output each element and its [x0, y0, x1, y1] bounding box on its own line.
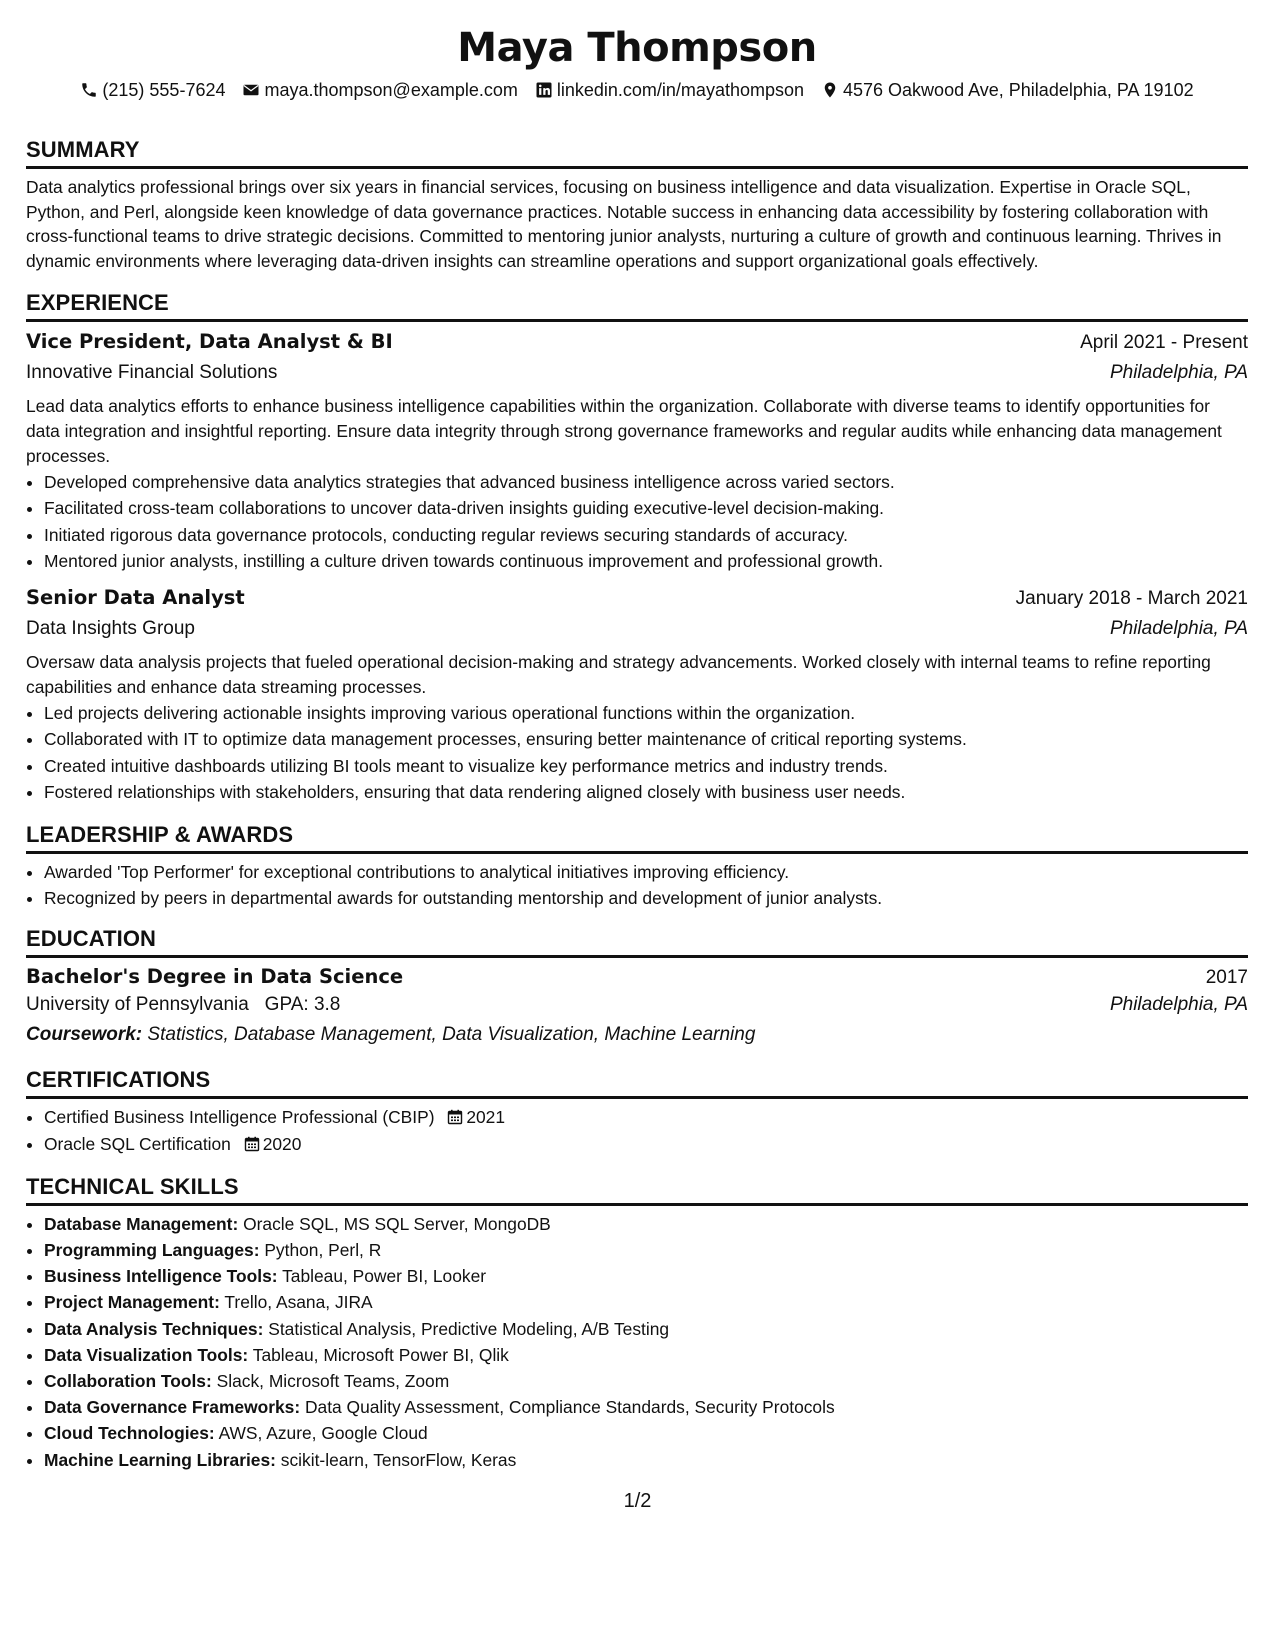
- list-item: [44, 1104, 1248, 1130]
- list-item: [44, 1447, 1248, 1473]
- experience-section: [26, 289, 1248, 805]
- list-item: [44, 1131, 1248, 1157]
- coursework-label: Coursework:: [26, 1024, 143, 1046]
- email-text: maya.thompson@example.com: [264, 80, 518, 100]
- list-item: [44, 1289, 1248, 1315]
- job-entry: [26, 583, 1248, 805]
- graduation-year: 2017: [1205, 967, 1248, 989]
- linkedin-icon: [535, 81, 553, 99]
- skill-value: AWS, Azure, Google Cloud: [218, 1423, 428, 1444]
- list-item: • Developed comprehensive data analytics strategies that advanced business intelligence across varied sectors.: [44, 469, 1248, 495]
- skill-label: Database Management:: [44, 1213, 239, 1234]
- skills-section: [26, 1173, 1248, 1473]
- list-item: [44, 1394, 1248, 1420]
- address-text: 4576 Oakwood Ave, Philadelphia, PA 19102: [843, 80, 1194, 100]
- job-dates: April 2021 - Present: [1080, 332, 1248, 354]
- job-company: Innovative Financial Solutions: [26, 362, 278, 384]
- calendar-icon: [447, 1109, 463, 1125]
- skill-label: Data Visualization Tools:: [44, 1344, 249, 1365]
- section-title: EXPERIENCE: [26, 289, 1248, 322]
- skill-value: Data Quality Assessment, Compliance Standards, Security Protocols: [304, 1397, 835, 1418]
- job-description: Lead data analytics efforts to enhance business intelligence capabilities within the organization. Collaborate with diverse teams to identify opportunities for data integration and insightful reporting. Ensure data integrity through strong governance frameworks and regular audits while enhancing data management processes.: [26, 396, 1222, 466]
- list-item: • Fostered relationships with stakeholders, ensuring that data rendering aligned closely with business user needs.: [44, 779, 1248, 805]
- school-location: Philadelphia, PA: [1109, 994, 1248, 1016]
- linkedin-text: linkedin.com/in/mayathompson: [556, 80, 804, 100]
- skill-value: Tableau, Microsoft Power BI, Qlik: [252, 1344, 509, 1365]
- job-bullets: [26, 469, 1248, 574]
- skill-value: Trello, Asana, JIRA: [224, 1292, 373, 1313]
- list-item: • Led projects delivering actionable insights improving various operational functions within the organization.: [44, 700, 1248, 726]
- certification-name: Certified Business Intelligence Professional (CBIP): [44, 1107, 435, 1128]
- job-bullets: [26, 700, 1248, 805]
- school-name: University of Pennsylvania: [26, 994, 249, 1016]
- summary-text: Data analytics professional brings over six years in financial services, focusing on business intelligence and data visualization. Expertise in Oracle SQL, Python, and Perl, alongside keen knowledge of data governance practices. Notable success in enhancing data accessibility by fostering collaboration with cross-functional teams to drive strategic decisions. Committed to mentoring junior analysts, nurturing a culture of growth and continuous learning. Thrives in dynamic environments where leveraging data-driven insights can streamline operations and support organizational goals effectively.: [26, 177, 1222, 271]
- list-item: • Collaborated with IT to optimize data management processes, ensuring better maintenance of critical reporting systems.: [44, 726, 1248, 752]
- skill-value: Oracle SQL, MS SQL Server, MongoDB: [243, 1213, 551, 1234]
- summary-section: [26, 136, 1248, 273]
- list-item: • Recognized by peers in departmental awards for outstanding mentorship and development of junior analysts.: [44, 885, 1248, 911]
- list-item: [44, 1316, 1248, 1342]
- job-description: Oversaw data analysis projects that fueled operational decision-making and strategy advancements. Worked closely with internal teams to refine reporting capabilities and enhance data streaming processes.: [26, 651, 1211, 697]
- list-item: • Facilitated cross-team collaborations to uncover data-driven insights guiding executive-level decision-making.: [44, 495, 1248, 521]
- skill-label: Data Governance Frameworks:: [44, 1397, 301, 1418]
- certification-year: 2020: [262, 1133, 302, 1154]
- skill-label: Data Analysis Techniques:: [44, 1318, 264, 1339]
- calendar-icon: [244, 1136, 260, 1152]
- job-location: Philadelphia, PA: [1109, 362, 1248, 384]
- job-entry: [26, 327, 1248, 574]
- degree-title: Bachelor's Degree in Data Science: [26, 965, 404, 989]
- contact-bar: [26, 78, 1248, 102]
- job-title: Vice President, Data Analyst & BI: [26, 330, 393, 354]
- page-number: 1/2: [623, 1490, 652, 1512]
- list-item: • Created intuitive dashboards utilizing BI tools meant to visualize key performance metrics and industry trends.: [44, 753, 1248, 779]
- skill-label: Machine Learning Libraries:: [44, 1449, 276, 1470]
- phone-icon: [80, 81, 98, 99]
- skill-value: Tableau, Power BI, Looker: [282, 1266, 487, 1287]
- list-item: • Mentored junior analysts, instilling a culture driven towards continuous improvement and professional growth.: [44, 548, 1248, 574]
- list-item: [44, 1368, 1248, 1394]
- section-title: EDUCATION: [26, 925, 1248, 958]
- skills-list: [26, 1211, 1248, 1473]
- job-company: Data Insights Group: [26, 617, 195, 639]
- job-dates: January 2018 - March 2021: [1015, 587, 1248, 609]
- skill-label: Collaboration Tools:: [44, 1371, 212, 1391]
- skill-label: Programming Languages:: [44, 1239, 260, 1260]
- certifications-section: [26, 1066, 1248, 1156]
- list-item: [44, 1237, 1248, 1263]
- contact-phone[interactable]: [80, 78, 225, 102]
- list-item: • Awarded 'Top Performer' for exceptional contributions to analytical initiatives improving efficiency.: [44, 859, 1248, 885]
- education-section: [26, 925, 1248, 1050]
- section-title: CERTIFICATIONS: [26, 1066, 1248, 1099]
- list-item: [44, 1263, 1248, 1289]
- list-item: [44, 1420, 1248, 1446]
- contact-email[interactable]: [242, 78, 517, 102]
- contact-linkedin[interactable]: [535, 78, 804, 102]
- leadership-section: [26, 821, 1248, 911]
- section-title: LEADERSHIP & AWARDS: [26, 821, 1248, 854]
- certification-name: Oracle SQL Certification: [44, 1133, 231, 1154]
- job-title: Senior Data Analyst: [26, 585, 245, 609]
- map-pin-icon: [821, 81, 839, 99]
- envelope-icon: [242, 81, 260, 99]
- list-item: [44, 1211, 1248, 1237]
- certification-year: 2021: [466, 1107, 506, 1128]
- section-title: TECHNICAL SKILLS: [26, 1173, 1248, 1206]
- skill-value: Statistical Analysis, Predictive Modeling, A/B Testing: [268, 1318, 670, 1339]
- awards-list: [26, 859, 1248, 911]
- contact-address: [821, 78, 1194, 102]
- list-item: • Initiated rigorous data governance protocols, conducting regular reviews securing standards of accuracy.: [44, 522, 1248, 548]
- gpa: GPA: 3.8: [264, 994, 341, 1016]
- candidate-name: Maya Thompson: [457, 25, 817, 71]
- section-title: SUMMARY: [26, 136, 1248, 169]
- skill-value: Slack, Microsoft Teams, Zoom: [216, 1371, 450, 1391]
- phone-text: (215) 555-7624: [102, 80, 226, 100]
- coursework-list: Statistics, Database Management, Data Visualization, Machine Learning: [147, 1024, 756, 1046]
- skill-label: Project Management:: [44, 1292, 220, 1313]
- skill-value: scikit-learn, TensorFlow, Keras: [280, 1449, 517, 1470]
- coursework: [26, 1020, 1248, 1050]
- certifications-list: [26, 1104, 1248, 1156]
- skill-value: Python, Perl, R: [264, 1239, 382, 1260]
- skill-label: Business Intelligence Tools:: [44, 1266, 278, 1287]
- job-location: Philadelphia, PA: [1109, 617, 1248, 639]
- list-item: [44, 1342, 1248, 1368]
- skill-label: Cloud Technologies:: [44, 1423, 215, 1444]
